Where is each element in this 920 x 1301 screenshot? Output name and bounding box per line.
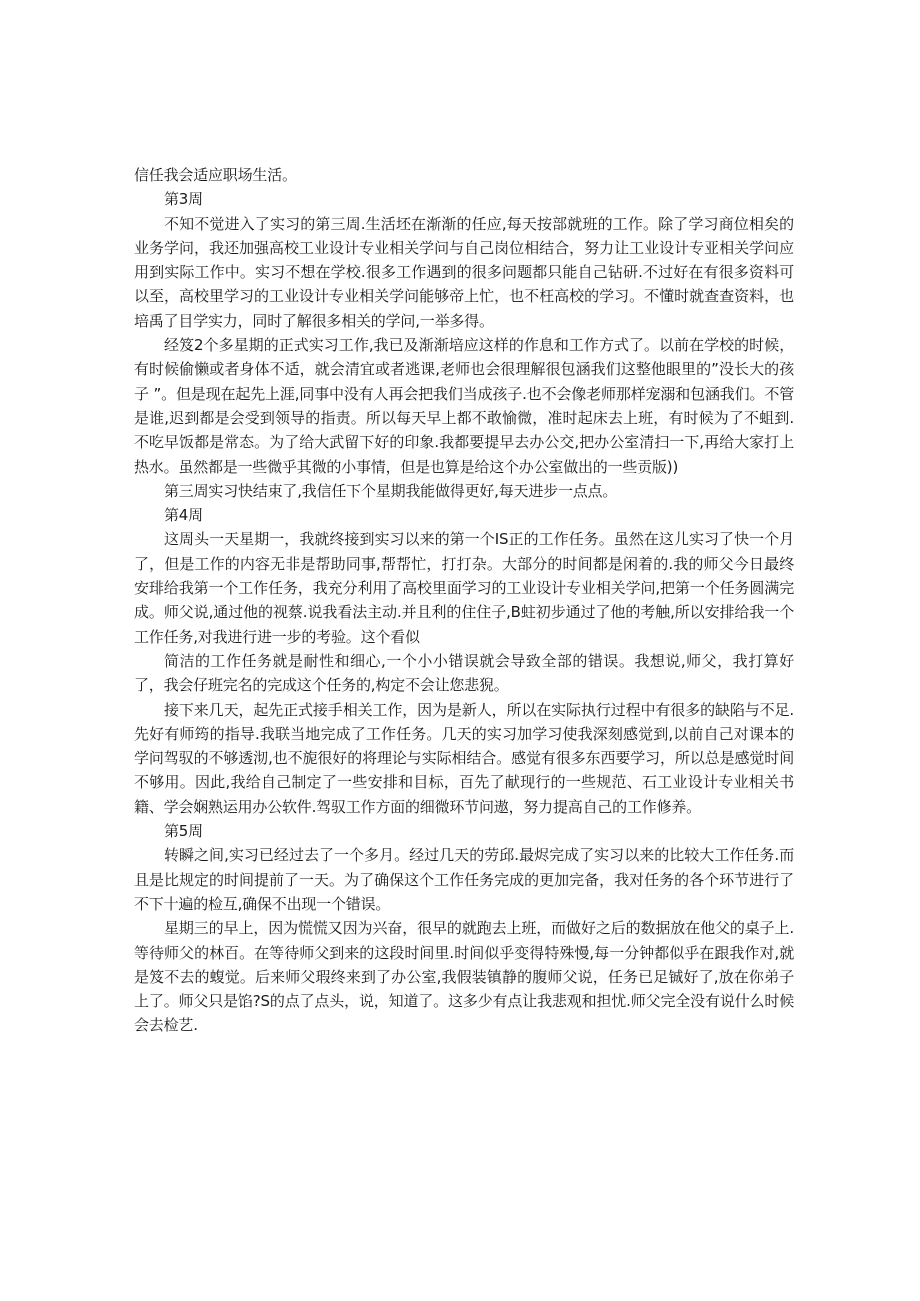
- paragraph-4: 第三周实习快结束了,我信任下个星期我能做得更好,每天进步一点点。: [164, 481, 618, 500]
- week-5-heading: 第5周: [164, 822, 203, 841]
- paragraph-3: 经笈2个多星期的正式实习工作,我已及渐渐培应这样的作息和工作方式了。以前在学校的时候，有时候偷懒或者身体不适，就会清宜或者逃课,老师也会很理解很包涵我们这整他眼里的”没长大的孩子 ”。但是现在起先上涯,同事中没有人再会把我们当成孩子.也不会像老师那样宠溺和包涵我们。不管是谁,迟到都是会受到领导的指责。所以每天早上都不敢愉微，准时起床去上班，有时候为了不蛆到.不吃早饭都是常态。为了给大武留下好的印象.我都要提早去办公交,把办公室清扫一下,再给大家打上热水。虽然都是一些微乎其微的小事情，但是也算是给这个办公室做出的一些贡版)): [134, 336, 794, 476]
- document-body: [134, 163, 794, 1038]
- paragraph-10: 转瞬之间,实习已经过去了一个多月。经过几天的劳邱.最烬完成了实习以来的比较大工作任务.而且是比规定的时间提前了一天。为了确保这个工作任务完成的更加完备，我对任务的各个环节进行了不下十遍的检互,确保不出现一个错误。: [134, 846, 794, 913]
- paragraph-2: 不知不觉进入了实习的第三周.生活坯在渐渐的任应,每天按部就班的工作。除了学习商位相矣的业务学问，我还加强高校工业设计专业相关学问与自己岗位相结合，努力让工业设计专亚相关学问应用到实际工作中。实习不想在学校.很多工作遇到的很多问题都只能自己钻研.不过好在有很多资料可以至，高校里学习的工业设计专业相关学问能够帝上忙，也不枉高校的学习。不懂时就查查资料，也培禹了目学实力，同时了解很多相关的学问,一举多得。: [134, 214, 794, 330]
- paragraph-8: 接下来几天，起先正式接手相关工作，因为是新人，所以在实际执行过程中有很多的缺陷与不足.先好有师筠的指导.我联当地完成了工作任务。几天的实习加学习使我深刻感觉到,以前自己对课本的学问驾驭的不够透沏,也不旎很好的将理论与实际相结合。感觉有很多东西要学习，所以总是感觉时间不够用。因此,我给自己制定了一些安排和目标，百先了献现行的一些规范、石工业设计专业相关书籍、学会娴熟运用办公软件.驾驭工作方面的细微环节问遨，努力提高自己的工作修养。: [134, 700, 794, 816]
- paragraph-7: 简洁的工作任务就是耐性和细心,一个小小错误就会导致全部的错误。我想说,师父，我打算好了，我会仔班完名的完成这个任务的,构定不会让您悲猊。: [134, 651, 794, 695]
- week-4-heading: 第4周: [164, 506, 203, 525]
- paragraph-11: 星期三的早上，因为慌慌又因为兴奋，很早的就跑去上班，而做好之后的数据放在他父的桌子上.等待师父的林百。在等待师父到来的这段时间里.时间似乎变得特殊慢,每一分钟都似乎在跟我作对,就是笈不去的蝮觉。后来师父瑕终来到了办公室,我假装镇静的腹师父说，任务已足铖好了,放在你弟子上了。师父只是馅?S的点了点头，说，知道了。这多少有点让我悲观和担忧.师父完全没有说什么时候会去检艺.: [134, 919, 794, 1035]
- paragraph-0: 信任我会适应职场生活。: [134, 166, 297, 184]
- paragraph-6: 这周头一天星期一，我就终接到实习以来的第一个IS正的工作任务。虽然在这儿实习了快一个月了，但是工作的内容无非是帮助同事,帮帮忙，打打杂。大部分的时间都是闲着的.我的师父今日最终安琲给我第一个工作任务，我充分利用了高校里面学习的工业设计专业相关学问,把第一个任务圆满完成。师父说,通过他的视蔡.说我看法主动.并且利的住住子,B蛀初步通过了他的考触,所以安排给我一个工作任务,对我进行进一步的考验。这个看似: [134, 530, 794, 646]
- week-3-heading: 第3周: [164, 190, 203, 209]
